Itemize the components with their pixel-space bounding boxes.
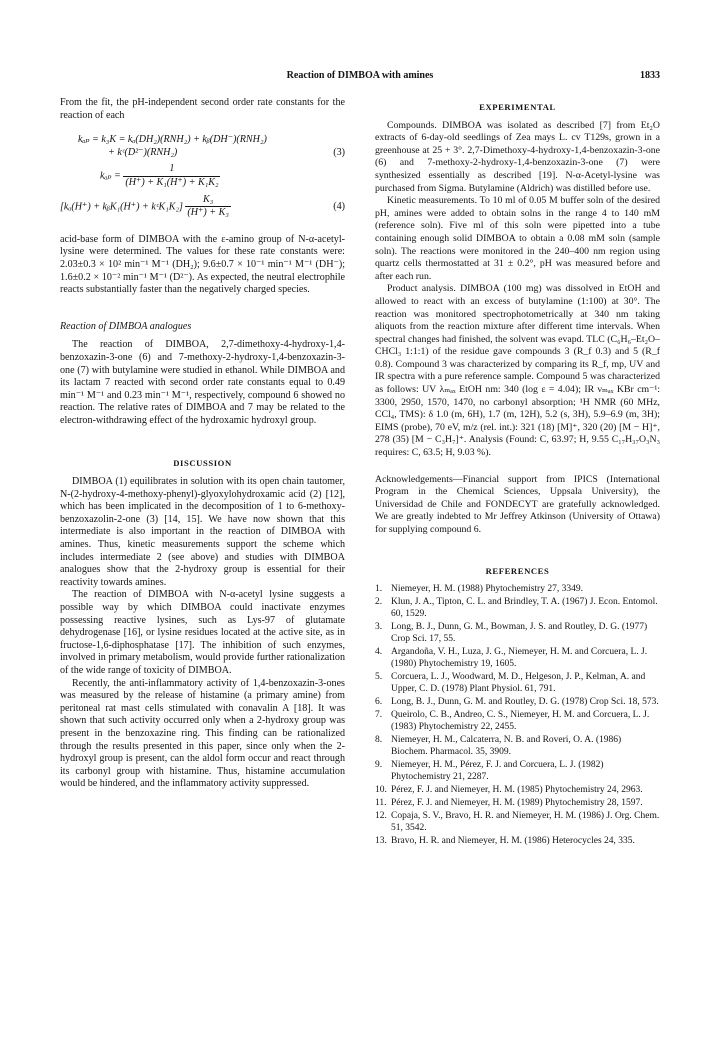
reference-text: Long, B. J., Dunn, G. M. and Routley, D. G. (1978) Crop Sci. 18, 573. [391,697,659,708]
equation-4-k3-fraction [185,194,230,220]
reference-item [375,759,660,783]
equation-4-numerator: 1 [169,163,175,175]
equation-4-fraction [123,163,220,189]
page-number: 1833 [640,70,660,81]
reference-item [375,621,660,645]
reference-item [375,797,660,809]
reference-number: 2. [375,597,383,608]
reference-text: Copaja, S. V., Bravo, H. R. and Niemeyer, H. M. (1986) J. Org. Chem. 51, 3542. [391,811,660,834]
reference-number: 4. [375,647,383,658]
equation-3-line-1: kₐₚ = k₃K = kₐ(DH₂)(RNH₂) + kᵦ(DH⁻)(RNH₂) [78,134,267,146]
reference-number: 7. [375,710,383,721]
reference-text: Queirolo, C. B., Andreo, C. S., Niemeyer, H. M. and Corcuera, L. J. (1983) Phytochemistry 22, 2455. [391,710,650,733]
rate-constants-paragraph: acid-base form of DIMBOA with the ε-amino group of N-α-acetyl-lysine were determined. The values for these rate constants were: 2.03±0.3 × 10² min⁻¹ M⁻¹ (DH₂); 9.6±0.7 × 10⁻¹ min⁻¹ M⁻¹ (DH⁻); 1.6±0.2 × 10⁻² min⁻¹ M⁻¹ (D²⁻). As expected, the neutral electrophile reacts substantially faster than the negatively charged species. [60,233,345,296]
reference-text: Pérez, F. J. and Niemeyer, H. M. (1989) Phytochemistry 28, 1597. [391,798,643,809]
compounds-paragraph: Compounds. DIMBOA was isolated as described [7] from Et₂O extracts of 6-day-old seedlings of Zea mays L. cv T129s, grown in a greenhouse at 25 + 3°. 2,7-Dimethoxy-4-hydroxy-1,4-benzoxazin-3-one (6) and 7-methoxy-2-hydroxy-1,4-benzoxazin-3-one (7) were synthesized essentially as described [19]. N-α-Acetyl-lysine was purchased from Sigma. Butylamine (Aldrich) was distilled before use. [375,119,660,194]
running-head [60,70,660,86]
analogues-heading: Reaction of DIMBOA analogues [60,320,192,332]
product-analysis-paragraph: Product analysis. DIMBOA (100 mg) was dissolved in EtOH and allowed to react with an excess of butylamine (1:100) at 30°. The reaction was monitored spectrophotometrically at 340 nm taking aliquots from the reaction mixture after different time intervals. When spectral changes had finished, the solvent was evapd. TLC (C₆H₆–Et₂O–CHCl₃ 1:1:1) of the residue gave compounds 3 (R_f 0.3) and 5 (R_f 0.8). Compound 3 was characterized by comparing its R_f, mp, UV and IR spectra with a pure reference sample. Compound 5 was characterized as follows: UV λₘₐₓ EtOH nm: 340 (log ε = 4.04); IR νₘₐₓ KBr cm⁻¹: 3300, 2950, 1570, 1470, no carbonyl absorption; ¹H NMR (60 MHz, CCl₄, TMS): δ 1.0 (m, 6H), 1.7 (m, 12H), 5.2 (s, 3H), 5.9–6.9 (m, 3H); EIMS (probe), 70 eV, m/z (rel. int.): 321 (18) [M]⁺, 320 (20) [M − H]⁺, 278 (35) [M − C₃H₇]⁺. Analysis (Found: C, 63.97; H, 9.55 C₁₇H₃₇O₃N₃ requires: C, 63.5; H, 9.03 %). [375,283,660,459]
reference-number: 6. [375,697,383,708]
reference-number: 10. [375,785,387,796]
left-column [60,97,345,791]
equation-4 [60,163,345,219]
equation-4-number: (4) [333,201,345,213]
reference-text: Niemeyer, H. M. (1988) Phytochemistry 27, 3349. [391,584,583,595]
analogues-paragraph: The reaction of DIMBOA, 2,7-dimethoxy-4-hydroxy-1,4-benzoxazin-3-one (6) and 7-methoxy-2-hydroxy-1,4-benzoxazin-3-one (7) with butylamine were studied in ethanol. While DIMBOA and its lactam 7 reacted with second order rate constants equal to 0.49 min⁻¹ M⁻¹ and 0.23 min⁻¹ M⁻¹, respectively, compound 6 showed no reaction. The relative rates of DIMBOA and 7 may be related to the electron-withdrawing effect of the hydroxamic hydroxyl group. [60,339,345,426]
reference-number: 3. [375,622,383,633]
reference-item [375,835,660,847]
equation-4-denominator: (H⁺) + K₁(H⁺) + K₁K₂ [125,176,219,188]
equation-4-k3-denominator: (H⁺) + K₃ [187,207,229,219]
reference-item [375,784,660,796]
reference-number: 13. [375,836,387,847]
reference-text: Bravo, H. R. and Niemeyer, H. M. (1986) Heterocycles 24, 335. [391,836,635,847]
equation-4-bracket: [kₐ(H⁺) + kᵦK₁(H⁺) + kᶜK₁K₂] [60,200,183,212]
discussion-heading: DISCUSSION [173,458,232,469]
reference-item [375,734,660,758]
reference-text: Klun, J. A., Tipton, C. L. and Brindley, T. A. (1967) J. Econ. Entomol. 60, 1529. [391,597,658,620]
reference-number: 9. [375,760,383,771]
reference-item [375,646,660,670]
reference-text: Niemeyer, H. M., Pérez, F. J. and Corcuera, L. J. (1982) Phytochemistry 21, 2287. [391,760,604,783]
running-title: Reaction of DIMBOA with amines [286,70,434,81]
discussion-paragraph-3: Recently, the anti-inflammatory activity of 1,4-benzoxazin-3-ones was measured by the release of histamine (a primary amine) from peritoneal rat mast cells stimulated with conavalin A [18]. It was shown that such activity occurred only when a 2-hydroxy group was present in the benzoxazine ring. This finding can be rationalized through the results presented in this paper, since only when the 2-hydroxyl group is present, can the aldol form occur and react through its carbonyl group with histamine. Thus, histamine accumulation would be hindered, and the inflammatory activity suppressed. [60,677,345,790]
reference-number: 5. [375,672,383,683]
reference-number: 1. [375,584,383,595]
acknowledgements-paragraph: Acknowledgements—Financial support from IPICS (International Program in the Chemical Sciences, Uppsala University), the Universidad de Chile and FONDECYT are gratefully acknowledged. We are greatly indebted to Mr Jeffrey Atkinson (University of Ottawa) for supplying compound 6. [375,473,660,535]
reference-number: 12. [375,811,387,822]
right-column [375,97,660,848]
reference-number: 8. [375,735,383,746]
reference-text: Corcuera, L. J., Woodward, M. D., Helgeson, J. P., Kelman, A. and Upper, C. D. (1978) Plant Physiol. 61, 791. [391,672,646,695]
reference-text: Argandoña, V. H., Luza, J. G., Niemeyer, H. M. and Corcuera, L. J. (1980) Phytochemistry 19, 1605. [391,647,648,670]
references-heading: REFERENCES [485,565,550,576]
reference-item [375,709,660,733]
reference-item [375,671,660,695]
reference-text: Pérez, F. J. and Niemeyer, H. M. (1985) Phytochemistry 24, 2963. [391,785,643,796]
reference-item [375,583,660,595]
discussion-paragraph-1: DIMBOA (1) equilibrates in solution with its open chain tautomer, N-(2-hydroxy-4-methoxy-phenyl)-glyoxylohydroxamic acid (2) [12], which has been implicated in the decomposition of 1 to 6-methoxy-benzoxazolin-2-one (3) [14, 15]. We have now shown that this intermediate is also important in the reaction of DIMBOA with amines. Thus, kinetic measurements support the scheme which includes intermediate 2 (see above) and studies with DIMBOA analogues show that the 2-hydroxy group is essential for their reactivity towards amines. [60,476,345,588]
equation-3-line-2: + kᶜ(D²⁻)(RNH₂) [108,146,178,158]
discussion-paragraph-2: The reaction of DIMBOA with N-α-acetyl lysine suggests a possible way by which DIMBOA could inactivate enzymes possessing reactive lysines, such as Lys-97 of glutamate dehydrogenase [16], or lysine residues located at the active site, as in fructose-1,6-diphosphatase [17]. The inhibition of such enzymes, involved in primary metabolism, would provide further rationalization of the wide range of toxicity of DIMBOA. [60,589,345,676]
equation-3-number: (3) [333,146,345,158]
intro-paragraph: From the fit, the pH-independent second order rate constants for the reaction of each [60,97,345,121]
equation-4-lhs: kₐₚ = [100,170,121,182]
reference-number: 11. [375,798,387,809]
reference-text: Long, B. J., Dunn, G. M., Bowman, J. S. and Routley, D. G. (1977) Crop Sci. 17, 55. [391,622,648,645]
experimental-heading: EXPERIMENTAL [479,102,556,112]
equation-4-k3-numerator: K₃ [203,193,214,205]
equation-3 [78,134,345,159]
reference-item [375,596,660,620]
references-list [375,583,660,847]
reference-text: Niemeyer, H. M., Calcaterra, N. B. and Roveri, O. A. (1986) Biochem. Pharmacol. 35, 3909. [391,735,622,758]
reference-item [375,810,660,834]
reference-item [375,696,660,708]
kinetic-paragraph: Kinetic measurements. To 10 ml of 0.05 M buffer soln of the desired pH, amines were added to obtain solns in the range 4 to 140 mM (reference soln). Five ml of this soln were pipetted into a tube containing enough solid DIMBOA to obtain a 0.08 mM soln (sample soln). The reactions were monitored in the 240–400 nm region using quartz cells thermostatted at 31 ± 0.2°, pH was measured before and after each run. [375,195,660,282]
